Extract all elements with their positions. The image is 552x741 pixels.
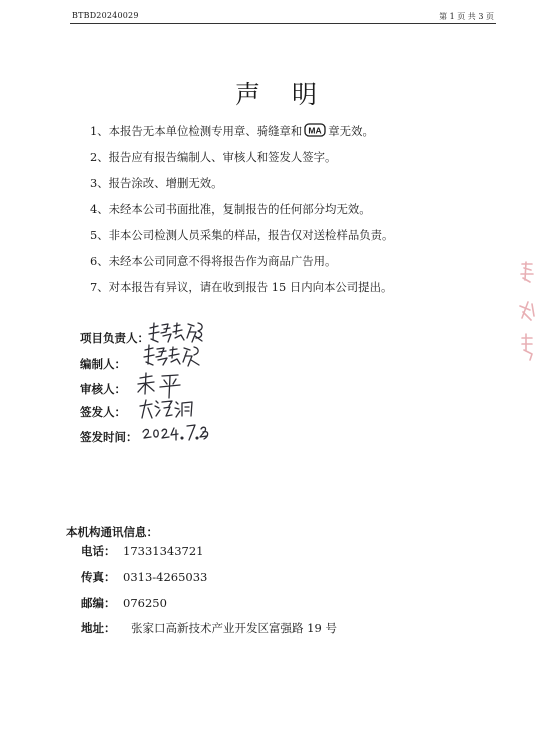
report-number: BTBD20240029 <box>72 11 139 20</box>
fax-label: 传真： <box>81 570 116 584</box>
edge-seal-fragment <box>514 258 540 368</box>
declaration-item: 2、报告应有报告编制人、审核人和签发人签字。 <box>90 150 337 164</box>
reviewer-label: 审核人： <box>80 382 126 396</box>
declaration-list <box>90 121 520 303</box>
declaration-item: 5、非本公司检测人员采集的样品，报告仅对送检样品负责。 <box>90 228 394 242</box>
declaration-item: 3、报告涂改、增删无效。 <box>90 176 223 190</box>
issue-date-label: 签发时间： <box>80 430 138 444</box>
declaration-item: 4、未经本公司书面批准，复制报告的任何部分均无效。 <box>90 202 371 216</box>
declaration-item: 7、对本报告有异议，请在收到报告 15 日内向本公司提出。 <box>90 280 393 294</box>
cma-mark-text: MA <box>308 125 322 136</box>
cma-mark-icon <box>304 123 326 137</box>
declaration-item <box>90 121 520 147</box>
contact-postcode-row <box>81 595 167 611</box>
page-title: 声明 <box>234 80 349 109</box>
compiler-label: 编制人： <box>80 357 126 371</box>
issuer-label: 签发人： <box>80 405 126 419</box>
contact-phone-row <box>81 543 203 559</box>
issue-date-row <box>80 429 138 445</box>
declaration-text: 章无效。 <box>328 124 374 138</box>
issuer-row <box>80 404 126 420</box>
project-lead-label: 项目负责人： <box>80 331 149 345</box>
address-value: 张家口高新技术产业开发区富强路 19 号 <box>131 621 337 635</box>
postcode-value: 076250 <box>123 596 167 610</box>
phone-label: 电话： <box>81 544 116 558</box>
header-divider <box>70 23 496 24</box>
contact-title: 本机构通讯信息： <box>66 525 158 539</box>
postcode-label: 邮编： <box>81 596 116 610</box>
address-label: 地址： <box>81 621 116 635</box>
project-lead-row <box>80 330 149 346</box>
page-indicator: 第 1 页 共 3 页 <box>439 12 494 21</box>
reviewer-row <box>80 381 126 397</box>
declaration-item: 6、未经本公司同意不得将报告作为商品广告用。 <box>90 254 337 268</box>
compiler-row <box>80 356 126 372</box>
declaration-text: 1、本报告无本单位检测专用章、骑缝章和 <box>90 124 303 138</box>
issuer-signature <box>136 396 200 422</box>
contact-address-row <box>81 620 337 636</box>
contact-fax-row <box>81 569 207 585</box>
compiler-signature <box>140 343 204 369</box>
issue-date-handwritten <box>141 420 211 444</box>
fax-value: 0313-4265033 <box>123 570 208 584</box>
phone-value: 17331343721 <box>123 544 204 558</box>
